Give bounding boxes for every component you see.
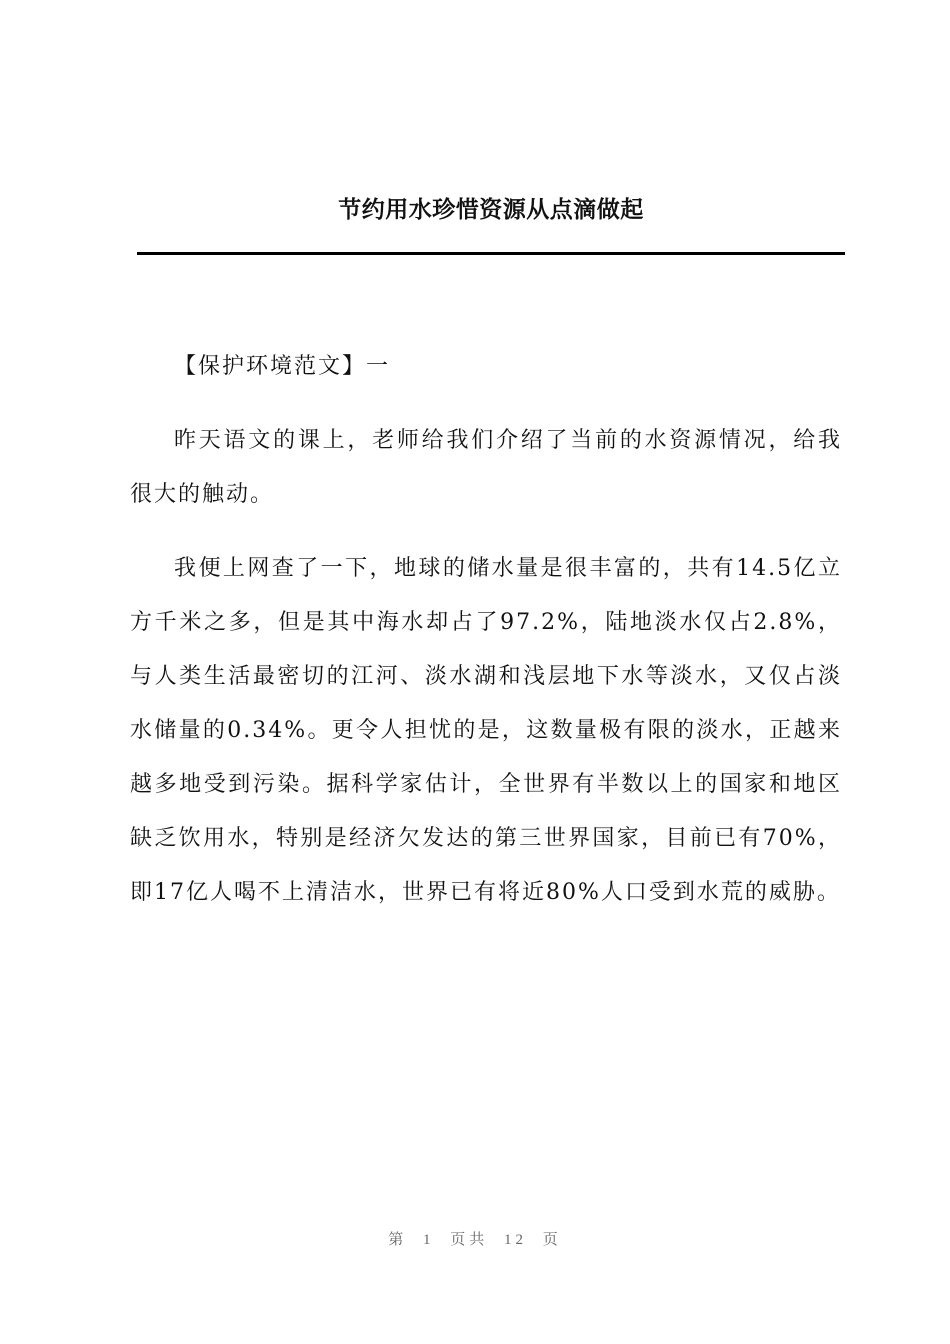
document-body [130,340,842,920]
page-title: 节约用水珍惜资源从点滴做起 [338,197,644,223]
section-heading: 【保护环境范文】一 [174,354,391,379]
body-paragraph: 我便上网查了一下，地球的储水量是很丰富的，共有14.5亿立方千米之多，但是其中海水却占了97.2%，陆地淡水仅占2.8%，与人类生活最密切的江河、淡水湖和浅层地下水等淡水，又仅占淡水储量的0.34%。更令人担忧的是，这数量极有限的淡水，正越来越多地受到污染。据科学家估计，全世界有半数以上的国家和地区缺乏饮用水，特别是经济欠发达的第三世界国家，目前已有70%，即17亿人喝不上清洁水，世界已有将近80%人口受到水荒的威胁。 [130,556,842,905]
page-number-current: 1 [422,1232,435,1248]
page-number-prefix: 第 [388,1232,408,1248]
body-paragraph: 昨天语文的课上，老师给我们介绍了当前的水资源情况，给我很大的触动。 [130,428,842,507]
page-footer [0,1228,950,1249]
page-header [137,190,845,230]
page-number-mid: 页共 [450,1232,489,1248]
page-number-suffix: 页 [542,1232,562,1248]
page-number-total: 12 [504,1232,527,1248]
header-divider [137,252,845,255]
